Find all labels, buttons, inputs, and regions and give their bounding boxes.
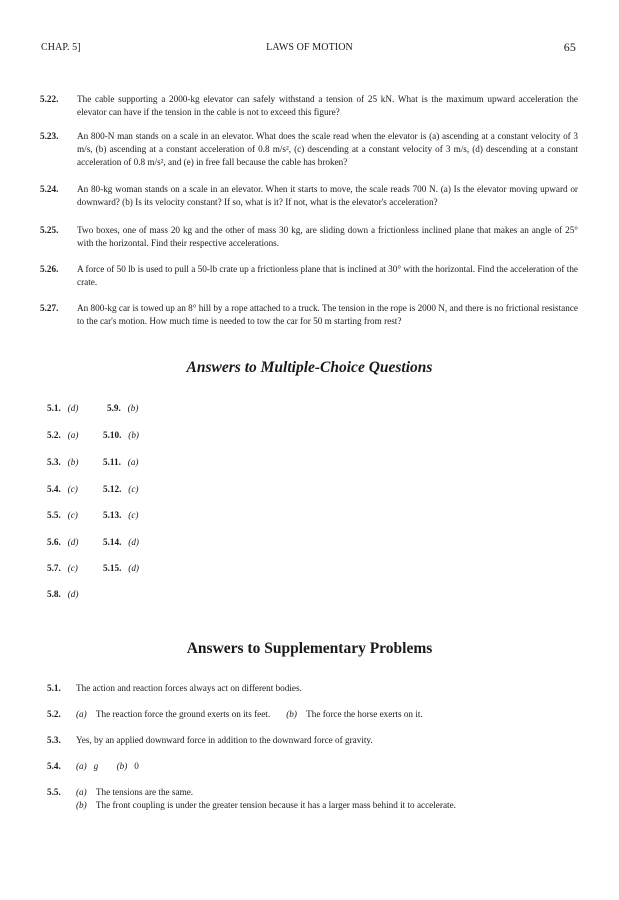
mc-answer: 5.3. (b): [47, 457, 79, 467]
mc-section-title: Answers to Multiple-Choice Questions: [186, 359, 433, 376]
problem-text: An 800-kg car is towed up an 8° hill by a rope attached to a truck. The tension in the rope is 2000 N, and there is no frictional resistance to the car's motion. How much time is needed to tow the car for 50 m starting from rest?: [77, 303, 578, 327]
problem-5-24: [40, 183, 578, 209]
mc-answer: 5.11. (a): [103, 457, 139, 467]
mc-answer: 5.7. (c): [47, 563, 78, 573]
problem-number: 5.22.: [40, 94, 59, 104]
supplementary-answer-5-3: 5.3. Yes, by an applied downward force in addition to the downward force of gravity.: [47, 735, 373, 745]
page-number: 65: [563, 40, 576, 54]
supplementary-answer-5-5: 5.5. (a) The tensions are the same. (b) The front coupling is under the greater tension because it has a larger mass behind it to accelerate.: [47, 787, 456, 810]
mc-answer: 5.4. (c): [47, 484, 78, 494]
problem-text: An 800-N man stands on a scale in an elevator. What does the scale read when the elevator is (a) ascending at a constant velocity of 3 m/s, (b) ascending at a constant acceleration of 0.8 m/s², (c) descending at a constant velocity of 3 m/s, (d) descending at a constant acceleration of 0.8 m/s², and (e) in free fall because the cable has broken?: [77, 131, 578, 168]
running-header-chapter: CHAP. 5]: [41, 42, 81, 53]
problem-5-26: [40, 263, 578, 289]
problem-text: Two boxes, one of mass 20 kg and the other of mass 30 kg, are sliding down a frictionless inclined plane that makes an angle of 25° with the horizontal. Find their respective accelerations.: [77, 225, 578, 249]
mc-answer: 5.13. (c): [103, 510, 139, 520]
problem-text: A force of 50 lb is used to pull a 50-lb crate up a frictionless plane that is inclined at 30° with the horizontal. Find the acceleration of the crate.: [77, 264, 578, 288]
problem-number: 5.24.: [40, 184, 59, 194]
problem-5-23: [40, 130, 578, 170]
mc-answer: 5.14. (d): [103, 537, 139, 547]
supplementary-answer-5-1: 5.1. The action and reaction forces always act on different bodies.: [47, 683, 302, 693]
problem-text: An 80-kg woman stands on a scale in an elevator. When it starts to move, the scale reads 700 N. (a) Is the elevator moving upward or downward? (b) Is its velocity constant? If so, what is it? If not, what is the elevator's acceleration?: [77, 184, 578, 208]
problem-number: 5.27.: [40, 303, 59, 313]
supplementary-answer-5-4: 5.4. (a) g (b) 0: [47, 761, 139, 771]
problem-number: 5.23.: [40, 131, 59, 141]
problem-number: 5.25.: [40, 225, 59, 235]
mc-answer: 5.6. (d): [47, 537, 79, 547]
mc-answer: 5.2. (a): [47, 430, 79, 440]
running-header-title: LAWS OF MOTION: [266, 42, 353, 53]
problem-5-27: [40, 302, 578, 328]
mc-answer: 5.5. (c): [47, 510, 78, 520]
mc-answer: 5.9. (b): [107, 403, 139, 413]
mc-answer: 5.8. (d): [47, 589, 79, 599]
mc-answer: 5.10. (b): [103, 430, 139, 440]
problem-5-25: [40, 224, 578, 250]
supplementary-answer-5-2: 5.2. (a) The reaction force the ground exerts on its feet. (b) The force the horse exerts on it.: [47, 709, 423, 719]
problem-5-22: [40, 93, 578, 119]
supplementary-section-title: Answers to Supplementary Problems: [186, 640, 433, 657]
problem-number: 5.26.: [40, 264, 59, 274]
mc-answer: 5.1. (d): [47, 403, 79, 413]
mc-answer: 5.15. (d): [103, 563, 139, 573]
problem-text: The cable supporting a 2000-kg elevator can safely withstand a tension of 25 kN. What is the maximum upward acceleration the elevator can have if the tension in the cable is not to exceed this figure?: [77, 94, 578, 118]
mc-answer: 5.12. (c): [103, 484, 139, 494]
